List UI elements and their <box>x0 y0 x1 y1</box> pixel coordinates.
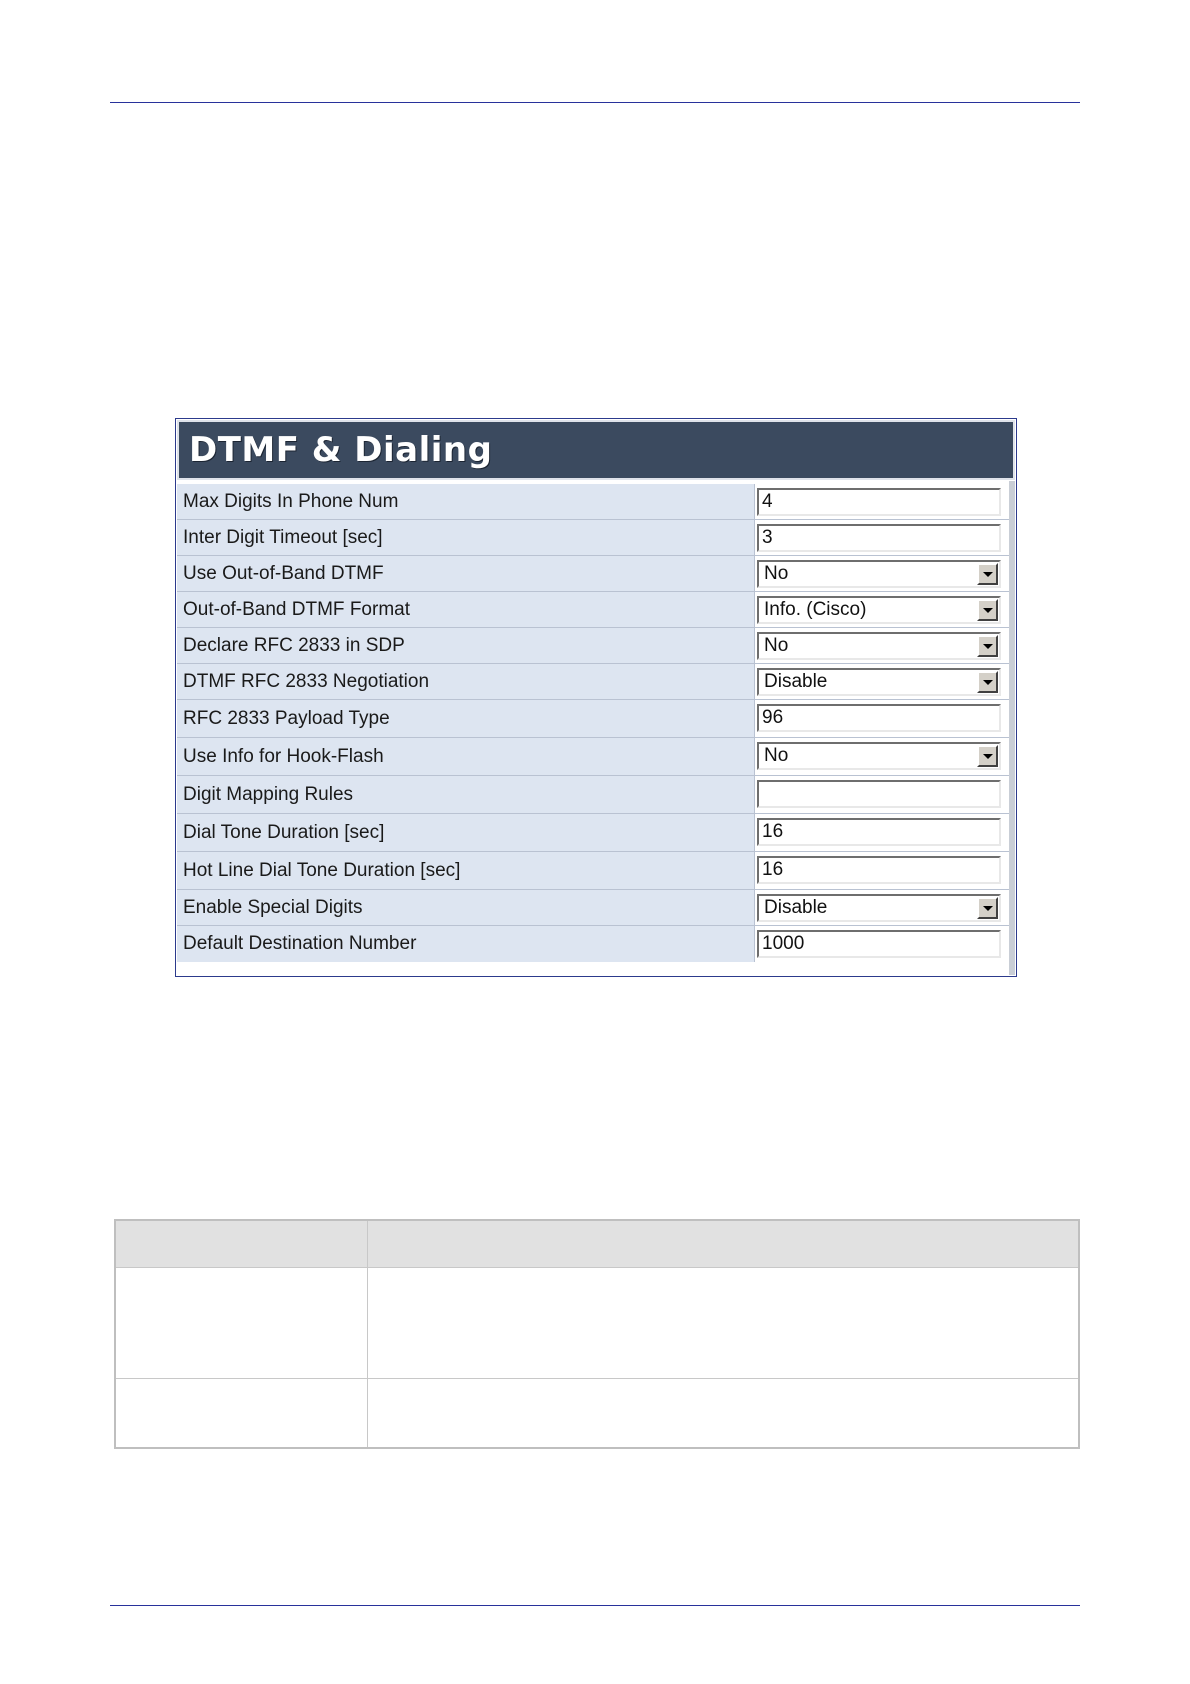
dropdown-arrow-icon[interactable] <box>977 671 998 693</box>
use-info-for-hook-flash-select[interactable] <box>757 742 1001 770</box>
row-label: Dial Tone Duration [sec] <box>177 814 755 851</box>
row-label: RFC 2833 Payload Type <box>177 700 755 737</box>
row-default-destination-number <box>177 926 1009 962</box>
row-label: Max Digits In Phone Num <box>177 484 755 519</box>
row-label: Default Destination Number <box>177 926 755 962</box>
select-value: No <box>764 745 789 766</box>
table-header-row <box>115 1220 1079 1268</box>
row-label: Hot Line Dial Tone Duration [sec] <box>177 852 755 889</box>
enable-special-digits-select[interactable] <box>757 894 1001 922</box>
row-inter-digit-timeout <box>177 520 1009 556</box>
digit-mapping-rules-input[interactable] <box>757 780 1001 808</box>
row-hot-line-dial-tone-duration <box>177 852 1009 890</box>
row-label: Enable Special Digits <box>177 890 755 925</box>
row-dtmf-rfc-2833-negotiation <box>177 664 1009 700</box>
dial-tone-duration-input[interactable]: 16 <box>757 818 1001 846</box>
dropdown-arrow-icon[interactable] <box>977 745 998 767</box>
inter-digit-timeout-input[interactable]: 3 <box>757 524 1001 552</box>
hot-line-dial-tone-duration-input[interactable]: 16 <box>757 856 1001 884</box>
row-label: Use Info for Hook-Flash <box>177 738 755 775</box>
row-use-info-for-hook-flash <box>177 738 1009 776</box>
table-cell <box>368 1379 1080 1449</box>
row-label: Use Out-of-Band DTMF <box>177 556 755 591</box>
panel-scroll-edge <box>1009 481 1015 975</box>
row-label: Inter Digit Timeout [sec] <box>177 520 755 555</box>
table-cell <box>115 1379 368 1449</box>
use-out-of-band-dtmf-select[interactable] <box>757 560 1001 588</box>
dropdown-arrow-icon[interactable] <box>977 599 998 621</box>
max-digits-input[interactable]: 4 <box>757 488 1001 516</box>
default-destination-number-input[interactable]: 1000 <box>757 930 1001 958</box>
table-cell <box>115 1268 368 1379</box>
row-rfc-2833-payload-type <box>177 700 1009 738</box>
dropdown-arrow-icon[interactable] <box>977 563 998 585</box>
row-label: Out-of-Band DTMF Format <box>177 592 755 627</box>
row-label: DTMF RFC 2833 Negotiation <box>177 664 755 699</box>
table-row <box>115 1268 1079 1379</box>
row-dial-tone-duration <box>177 814 1009 852</box>
panel-header <box>177 420 1015 480</box>
row-use-out-of-band-dtmf <box>177 556 1009 592</box>
row-declare-rfc-2833 <box>177 628 1009 664</box>
table-cell <box>368 1268 1080 1379</box>
select-value: No <box>764 563 789 584</box>
row-max-digits <box>177 484 1009 520</box>
table-header-cell <box>115 1220 368 1268</box>
row-label: Digit Mapping Rules <box>177 776 755 813</box>
select-value: Info. (Cisco) <box>764 599 867 620</box>
dropdown-arrow-icon[interactable] <box>977 635 998 657</box>
select-value: Disable <box>764 897 828 918</box>
dtmf-rfc-2833-negotiation-select[interactable] <box>757 668 1001 696</box>
declare-rfc-2833-select[interactable] <box>757 632 1001 660</box>
row-label: Declare RFC 2833 in SDP <box>177 628 755 663</box>
out-of-band-dtmf-format-select[interactable] <box>757 596 1001 624</box>
parameter-description-table <box>114 1219 1080 1449</box>
footer-rule <box>110 1605 1080 1606</box>
dropdown-arrow-icon[interactable] <box>977 897 998 919</box>
settings-rows <box>177 484 1009 962</box>
row-digit-mapping-rules <box>177 776 1009 814</box>
header-rule <box>110 102 1080 103</box>
select-value: Disable <box>764 671 828 692</box>
select-value: No <box>764 635 789 656</box>
panel-title: DTMF & Dialing <box>189 430 493 470</box>
row-enable-special-digits <box>177 890 1009 926</box>
table-header-cell <box>368 1220 1080 1268</box>
row-out-of-band-dtmf-format <box>177 592 1009 628</box>
table-row <box>115 1379 1079 1449</box>
rfc-2833-payload-type-input[interactable]: 96 <box>757 704 1001 732</box>
dtmf-dialing-panel <box>175 418 1017 977</box>
